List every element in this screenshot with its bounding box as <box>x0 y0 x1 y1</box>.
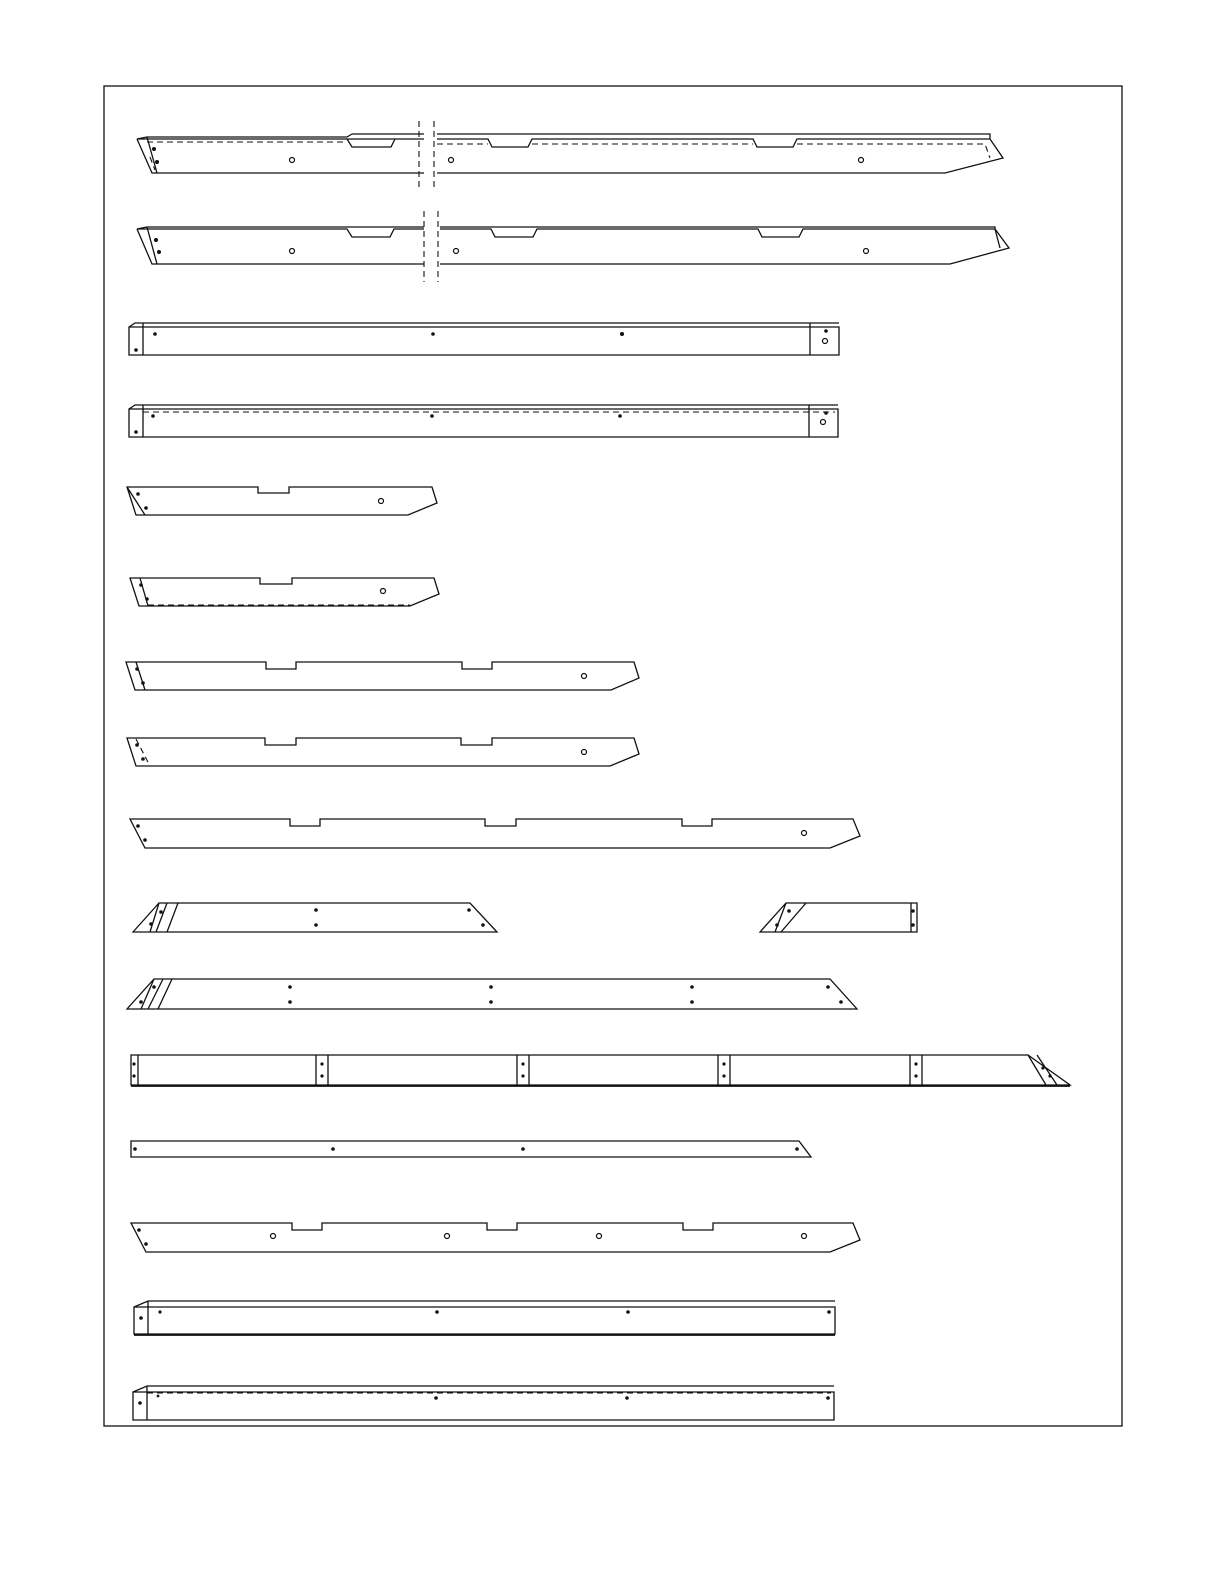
drawing-border <box>104 86 1122 1426</box>
short-rail-single-notch-a <box>127 487 437 515</box>
long-rail-three-notches <box>130 819 860 848</box>
channel-bar-long-solid <box>134 1301 835 1335</box>
angled-brace-extra-long <box>127 979 857 1009</box>
segmented-bar <box>131 1055 1070 1086</box>
channel-bar-long-dashed <box>133 1386 834 1420</box>
angled-brace-long <box>133 903 497 932</box>
long-rail-with-break-top <box>137 121 1003 190</box>
thin-strip-pointed <box>131 1141 811 1157</box>
angled-brace-short <box>760 903 917 932</box>
medium-rail-two-notches-b <box>127 738 639 766</box>
channel-bar-solid <box>129 323 839 355</box>
medium-rail-two-notches-a <box>126 662 639 690</box>
long-rail-with-break-bottom <box>137 211 1009 282</box>
short-rail-single-notch-b <box>130 578 439 606</box>
channel-bar-dashed <box>129 405 838 437</box>
long-rail-three-notches-four-holes <box>131 1223 860 1252</box>
